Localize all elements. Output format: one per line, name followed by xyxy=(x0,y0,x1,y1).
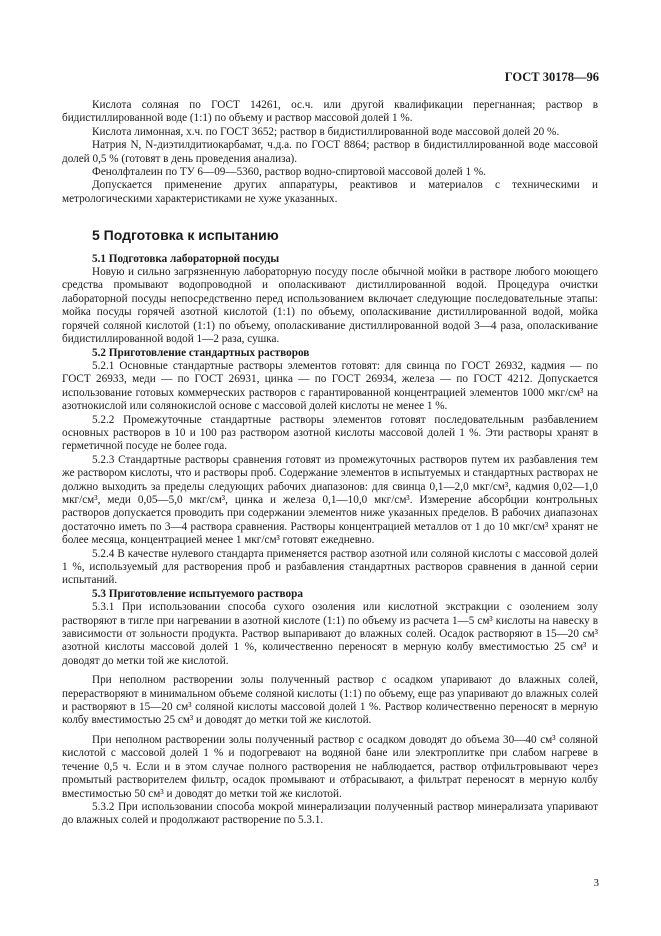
paragraph-5-3-1: 5.3.1 При использовании способа сухого озоления или кислотной экстракции с озолением золу растворяют в тигле при нагревании в азотной кислоте (1:1) по объему из расчета 1—5 см³ кислоты на навеску в зависимости от зольности продукта. Раствор выпаривают до влажных солей. Осадок растворяют в 15—20 см³ азотной кислоты массовой долей 1 %, количественно переносят в мерную колбу вместимостью 25 см³ и доводят до метки той же кислотой. xyxy=(62,601,598,667)
paragraph-5-2-2: 5.2.2 Промежуточные стандартные растворы элементов готовят последовательным разбавлением основных растворов в 10 и 100 раз раствором азотной кислоты массовой долей 1 %. Эти растворы хранят в герметичной посуде не более года. xyxy=(62,413,598,453)
section-5-1-text: Новую и сильно загрязненную лабораторную посуду после обычной мойки в растворе любого моющего средства промывают водопроводной и ополаскивают дистиллированной водой. Процедура очистки лабораторной посуды непосредственно перед использованием включает следующие последовательные этапы: мойка посуды горячей азотной кислотой (1:1) по объему, ополаскивание дистиллированной водой, мойка горячей соляной кислотой (1:1) по объему, ополаскивание дистиллированной водой 3—4 раза, ополаскивание бидистиллированной водой 1—2 раза, сушка. xyxy=(62,266,598,346)
section-5-heading: 5 Подготовка к испытанию xyxy=(92,227,279,244)
paragraph-5-3-2: 5.3.2 При использовании способа мокрой минерализации полученный раствор минерализата упаривают до влажных солей и продолжают растворение по 5.3.1. xyxy=(62,800,598,827)
paragraph-5-2-1: 5.2.1 Основные стандартные растворы элементов готовят: для свинца по ГОСТ 26932, кадмия — по ГОСТ 26933, меди — по ГОСТ 26931, цинка — по ГОСТ 26934, железа — по ГОСТ 4212. Допускается использование готовых коммерческих растворов с гарантированной концентрацией элементов 1000 мкг/см³ на азотнокислой или солянокислой основе с массовой долей кислоты не менее 1 %. xyxy=(62,359,598,413)
paragraph-5-3-1-continued: При неполном растворении золы полученный раствор с осадком доводят до объема 30—40 см³ соляной кислотой с массовой долей 1 % и подогревают на водяной бане или электроплитке при слабом нагреве в течение 0,5 ч. Если и в этом случае полного растворения не наблюдается, раствор отфильтровывают через промытый растворителем фильтр, осадок промывают и отбрасывают, а фильтрат переносят в мерную колбу вместимостью 50 см³ и доводят до метки той же кислотой. xyxy=(62,733,598,800)
reagent-paragraph: Кислота лимонная, х.ч. по ГОСТ 3652; раствор в бидистиллированной воде массовой долей 20 %. xyxy=(92,125,560,138)
paragraph-5-2-4: 5.2.4 В качестве нулевого стандарта применяется раствор азотной или соляной кислоты с массовой долей 1 %, используемый для растворения проб и разбавления стандартных растворов сравнения в данной серии испытаний. xyxy=(62,547,598,587)
standard-header: ГОСТ 30178—96 xyxy=(504,70,599,84)
reagent-paragraph: Натрия N, N-диэтилдитиокарбамат, ч.д.а. по ГОСТ 8864; раствор в бидистиллированной воде массовой долей 0,5 % (готовят в день проведения анализа). xyxy=(62,139,598,165)
page-number: 3 xyxy=(593,877,599,889)
reagent-paragraph: Кислота соляная по ГОСТ 14261, ос.ч. или другой квалификации перегнанная; раствор в бидистиллированной воде (1:1) по объему и раствор массовой долей 1 %. xyxy=(62,99,598,125)
page-content xyxy=(62,99,598,828)
section-5-1-heading: 5.1 Подготовка лабораторной посуды xyxy=(92,252,280,265)
reagent-paragraph: Допускается применение других аппаратуры, реактивов и материалов с техническими и метрологическими характеристиками не хуже указанных. xyxy=(62,179,598,205)
paragraph-5-2-3: 5.2.3 Стандартные растворы сравнения готовят из промежуточных растворов путем их разбавления тем же раствором кислоты, что и растворы проб. Содержание элементов в испытуемых и стандартных растворах не должно выходить за пределы следующих рабочих диапазонов: для свинца 0,1—2,0 мкг/см³, кадмия 0,02—1,0 мкг/см³, меди 0,05—5,0 мкг/см³, цинка и железа 0,1—10,0 мкг/см³. Измерение абсорбции контрольных растворов допускается проводить при содержании элементов ниже указанных пределов. В рабочих диапазонах достаточно иметь по 3—4 раствора сравнения. Растворы концентрацией металлов от 1 до 10 мкг/см³ хранят не более месяца, концентрацией менее 1 мкг/см³ готовят ежедневно. xyxy=(62,453,598,547)
reagent-paragraph: Фенолфталеин по ТУ 6—09—5360, раствор водно-спиртовой массовой долей 1 %. xyxy=(92,166,486,179)
section-5-3-heading: 5.3 Приготовление испытуемого раствора xyxy=(92,587,303,600)
paragraph-5-3-1-continued: При неполном растворении золы полученный раствор с осадком упаривают до влажных солей, перерастворяют в минимальном объеме соляной кислоты (1:1) по объему, еще раз упаривают до влажных солей и растворяют в 15—20 см³ соляной кислоты массовой долей 1 %. Раствор количественно переносят в мерную колбу вместимостью 25 см³ и доводят до метки той же кислотой. xyxy=(62,674,598,727)
section-5-2-heading: 5.2 Приготовление стандартных растворов xyxy=(92,346,310,359)
